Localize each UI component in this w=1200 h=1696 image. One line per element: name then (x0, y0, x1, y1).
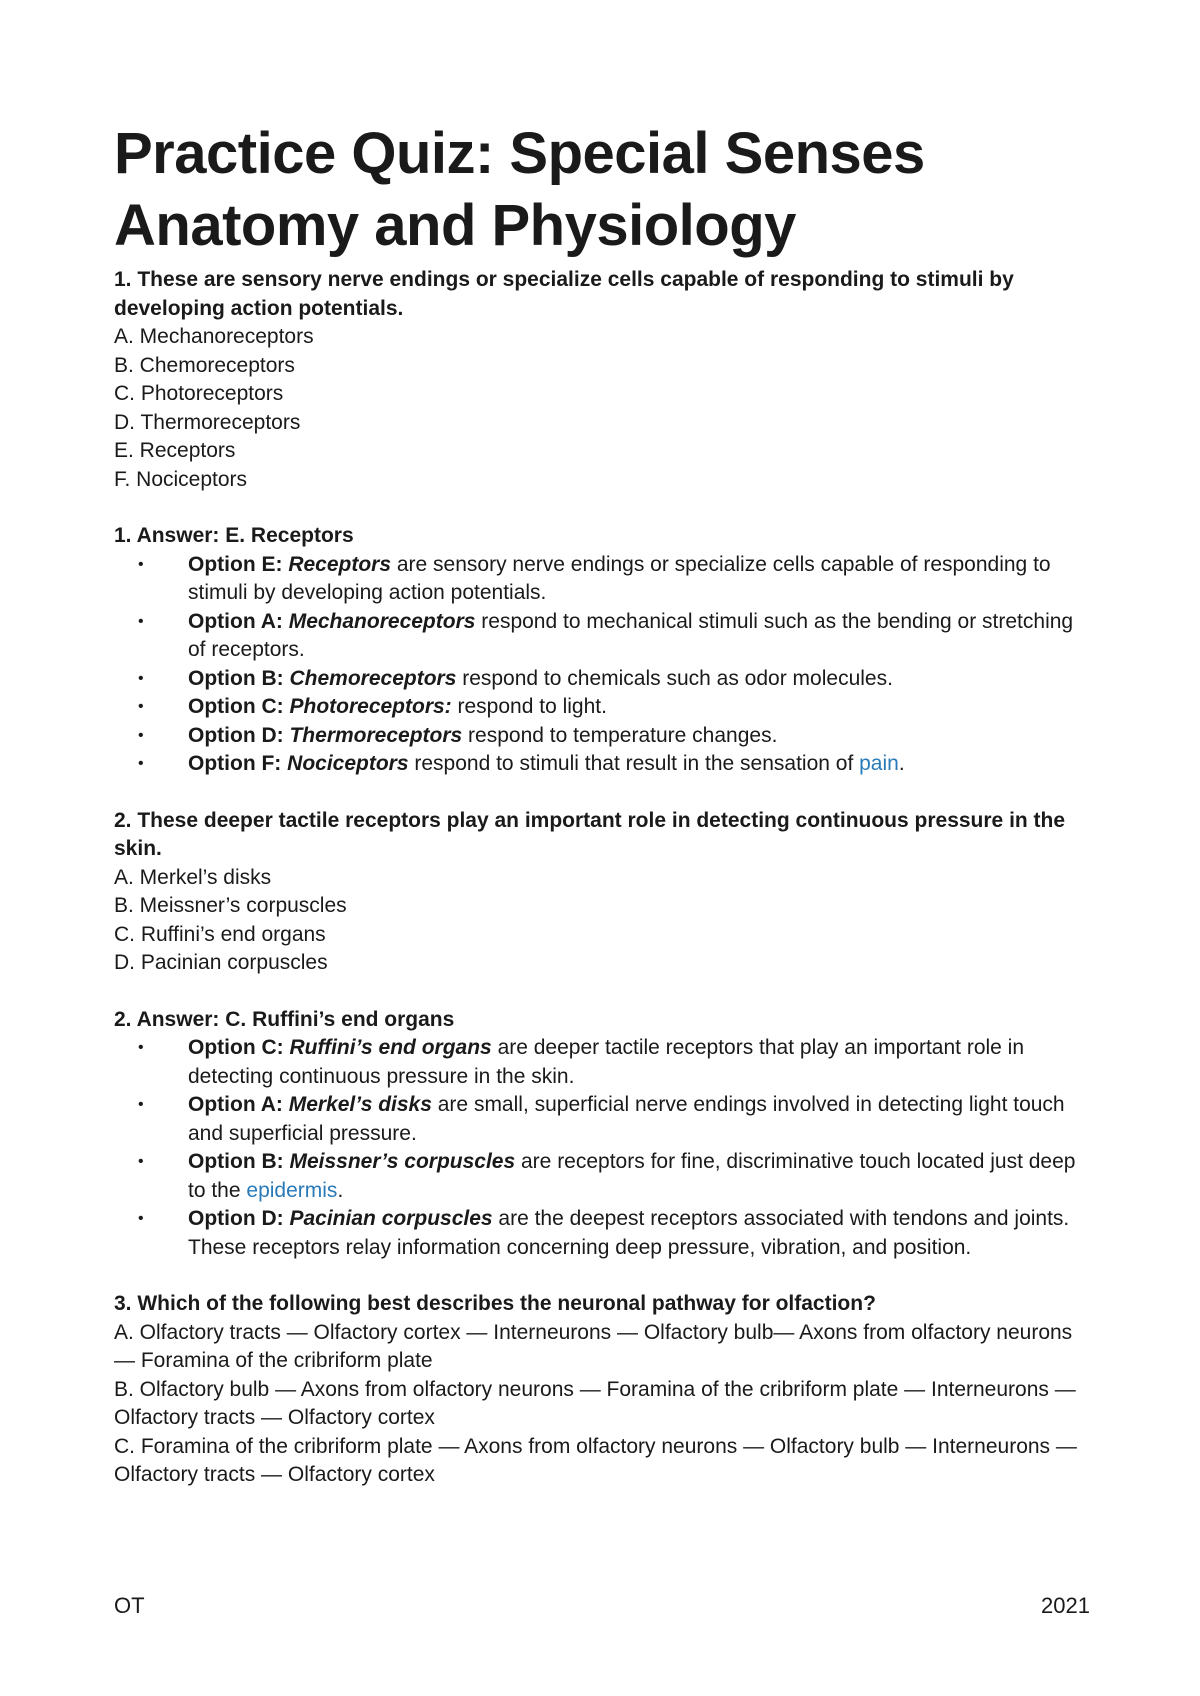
explanation-list (114, 1034, 1094, 1262)
document-page (114, 118, 1094, 1490)
option-label: Option B: (188, 1150, 284, 1173)
explanation-text: respond to light. (451, 695, 607, 718)
explanation-item (114, 665, 1094, 694)
explanation-text: are sensory nerve endings or specialize cells capable of responding to stimuli by developing action potentials. (188, 552, 1051, 604)
bullet-icon: • (138, 755, 144, 772)
option-e: E. Receptors (114, 439, 236, 462)
explanation-text: respond to stimuli that result in the sensation of (408, 752, 860, 775)
explanation-text: respond to temperature changes. (462, 723, 778, 747)
option-d: D. Pacinian corpuscles (114, 951, 328, 974)
explanation-text: are small, superficial nerve endings involved in detecting light touch and superficial pressure. (188, 1093, 1065, 1145)
option-label: Option C: (188, 695, 284, 718)
option-b: B. Chemoreceptors (114, 353, 295, 377)
bullet-icon: • (138, 612, 144, 630)
bullet-icon: • (138, 555, 144, 573)
question-text: 3. Which of the following best describes the neuronal pathway for olfaction? (114, 1292, 876, 1315)
explanation-item (114, 722, 1094, 751)
bullet-icon: • (138, 1210, 144, 1227)
explanation-text: respond to chemicals such as odor molecules. (456, 666, 893, 690)
term: Chemoreceptors (289, 666, 457, 690)
option-label: Option E: (188, 552, 283, 576)
bullet-icon: • (138, 1039, 144, 1056)
option-label: Option F: (188, 752, 282, 775)
explanation-item (114, 1034, 1094, 1091)
explanation-text: are receptors for fine, discriminative touch located just deep to the (188, 1150, 1076, 1202)
option-a: A. Olfactory tracts — Olfactory cortex — Interneurons — Olfactory bulb— Axons from olfactory neurons — Foramina of the cribriform plate (114, 1320, 1073, 1372)
answer-heading: 2. Answer: C. Ruffini’s end organs (114, 1007, 455, 1031)
option-label: Option C: (188, 1036, 284, 1059)
term: Receptors (288, 552, 392, 576)
explanation-item (114, 1205, 1094, 1262)
term: Photoreceptors: (289, 695, 452, 718)
term: Meissner’s corpuscles (289, 1150, 516, 1173)
term: Nociceptors (287, 752, 409, 775)
question-1 (114, 266, 1094, 779)
question-text: 1. These are sensory nerve endings or specialize cells capable of responding to stimuli by developing action potentials. (114, 268, 1014, 320)
footer-left: OT (114, 1593, 145, 1618)
epidermis-link[interactable]: epidermis (246, 1178, 338, 1202)
term: Pacinian corpuscles (289, 1207, 493, 1230)
bullet-icon: • (138, 669, 144, 687)
option-label: Option A: (188, 609, 283, 633)
explanation-item (114, 750, 1094, 779)
option-c: C. Photoreceptors (114, 382, 284, 405)
option-f: F. Nociceptors (114, 467, 248, 491)
option-d: D. Thermoreceptors (114, 410, 301, 434)
option-label: Option D: (188, 723, 284, 747)
option-label: Option D: (188, 1207, 284, 1230)
option-c: C. Ruffini’s end organs (114, 922, 326, 946)
bullet-icon: • (138, 726, 144, 744)
punctuation: . (337, 1178, 344, 1202)
explanation-text: are the deepest receptors associated with tendons and joints. These receptors relay information concerning deep pressure, vibration, and position. (188, 1207, 1070, 1259)
explanation-item (114, 1148, 1094, 1205)
question-2 (114, 807, 1094, 1263)
option-b: B. Meissner’s corpuscles (114, 894, 347, 917)
option-a: A. Mechanoreceptors (114, 325, 314, 348)
option-c: C. Foramina of the cribriform plate — Axons from olfactory neurons — Olfactory bulb — Interneurons — Olfactory tracts — Olfactory cortex (114, 1434, 1077, 1486)
title-line-2: Anatomy and Physiology (114, 193, 796, 258)
option-label: Option A: (188, 1093, 283, 1116)
title-line-1: Practice Quiz: Special Senses (114, 121, 925, 186)
explanation-item (114, 1091, 1094, 1148)
bullet-icon: • (138, 1096, 144, 1113)
explanation-item (114, 551, 1094, 608)
term: Mechanoreceptors (288, 609, 476, 633)
bullet-icon: • (138, 698, 144, 715)
question-3 (114, 1290, 1094, 1490)
footer-year: 2021 (1041, 1593, 1090, 1618)
explanation-item (114, 693, 1094, 722)
option-a: A. Merkel’s disks (114, 865, 272, 889)
explanation-text: are deeper tactile receptors that play an important role in detecting continuous pressure in the skin. (188, 1036, 1025, 1088)
bullet-icon: • (138, 1153, 144, 1170)
punctuation: . (898, 752, 905, 775)
answer-heading: 1. Answer: E. Receptors (114, 524, 354, 547)
term: Thermoreceptors (289, 723, 463, 747)
explanation-text: respond to mechanical stimuli such as the bending or stretching of receptors. (188, 609, 1074, 661)
explanation-item (114, 608, 1094, 665)
pain-link[interactable]: pain (859, 752, 899, 775)
question-text: 2. These deeper tactile receptors play an important role in detecting continuous pressure in the skin. (114, 808, 1066, 860)
option-label: Option B: (188, 666, 284, 690)
term: Merkel’s disks (288, 1093, 432, 1116)
explanation-list (114, 551, 1094, 779)
page-title (114, 118, 1094, 262)
option-b: B. Olfactory bulb — Axons from olfactory neurons — Foramina of the cribriform plate — Interneurons — Olfactory tracts — Olfactory cortex (114, 1377, 1076, 1429)
term: Ruffini’s end organs (289, 1036, 492, 1059)
